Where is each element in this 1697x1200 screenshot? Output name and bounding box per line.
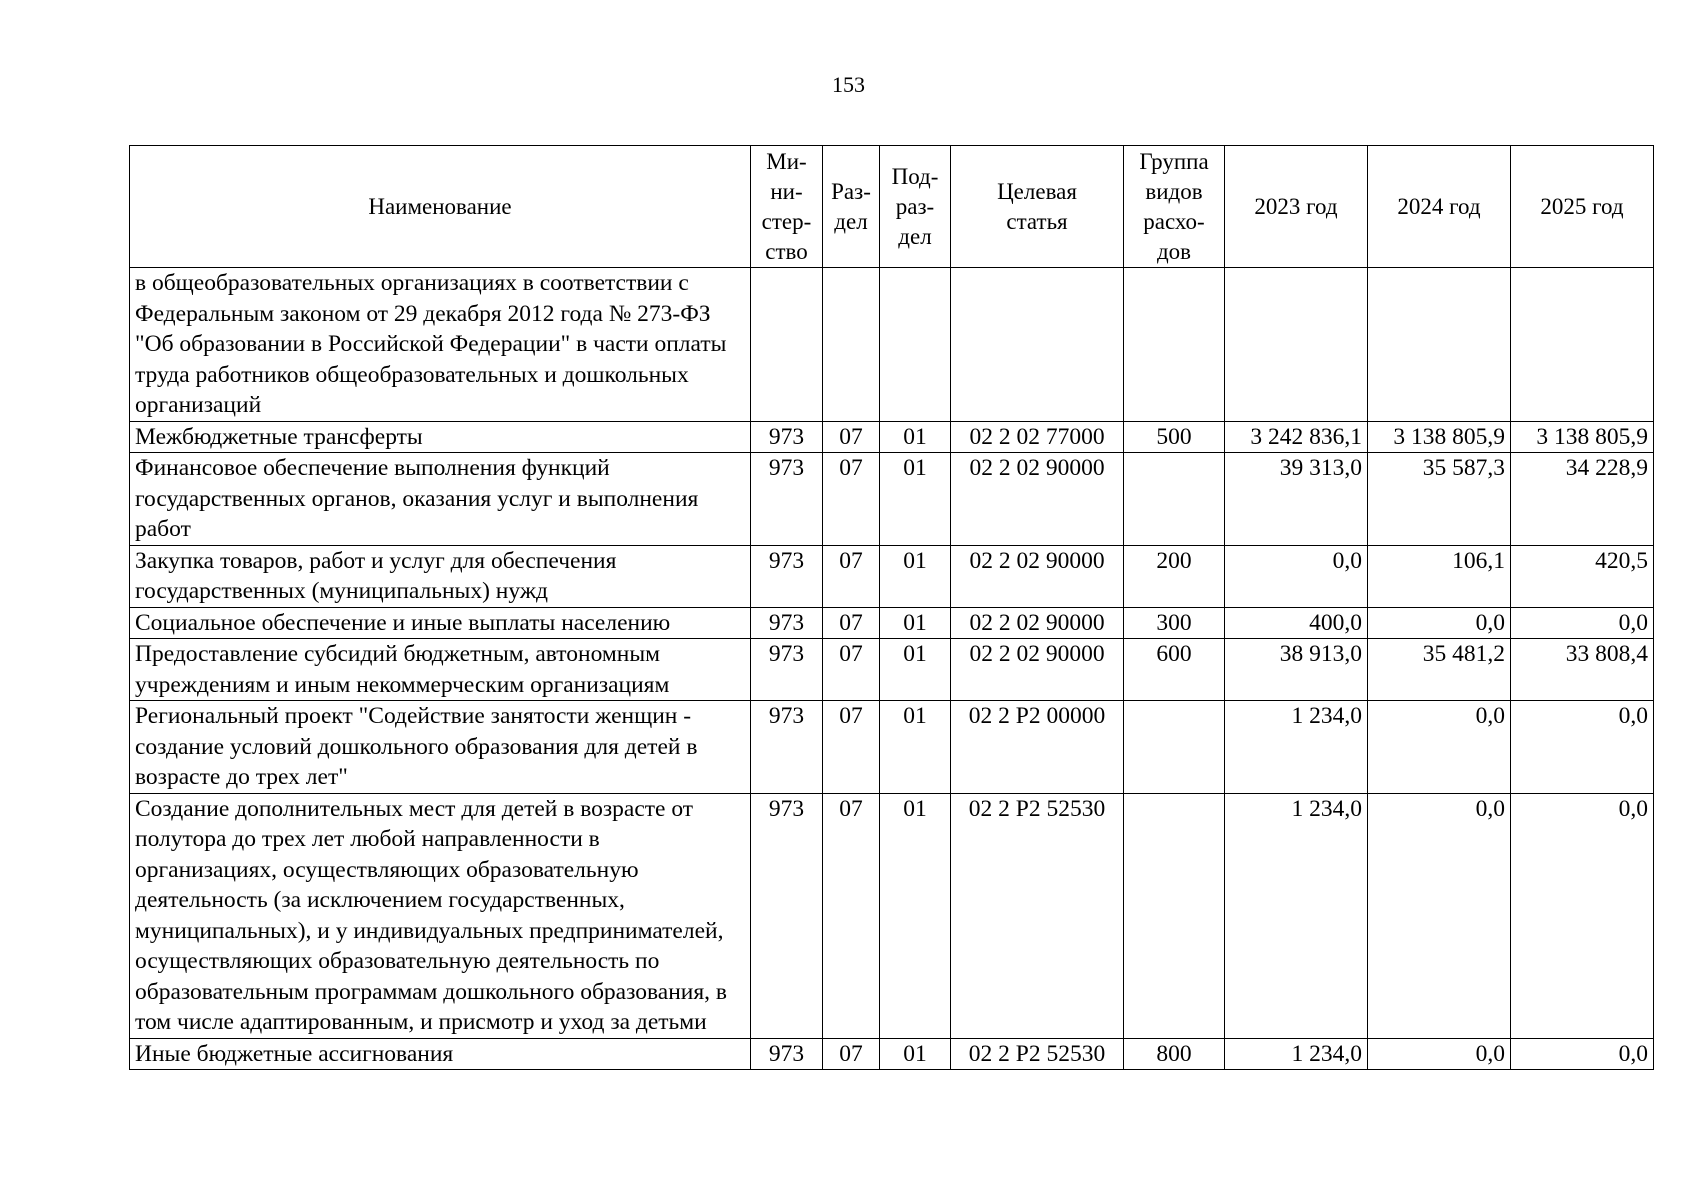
row-2024: 106,1 bbox=[1368, 545, 1511, 607]
row-ministry bbox=[751, 268, 823, 422]
row-subsection: 01 bbox=[880, 607, 951, 639]
row-target: 02 2 02 90000 bbox=[951, 639, 1124, 701]
row-subsection bbox=[880, 268, 951, 422]
header-name: Наименование bbox=[130, 146, 751, 268]
row-2025: 34 228,9 bbox=[1511, 453, 1654, 546]
row-2024: 3 138 805,9 bbox=[1368, 421, 1511, 453]
row-group bbox=[1124, 453, 1225, 546]
table-row bbox=[130, 793, 1654, 1038]
table-row bbox=[130, 607, 1654, 639]
row-target: 02 2 P2 00000 bbox=[951, 701, 1124, 794]
row-section: 07 bbox=[823, 701, 880, 794]
row-name: Предоставление субсидий бюджетным, автономным учреждениям и иным некоммерческим организациям bbox=[130, 639, 751, 701]
table-row bbox=[130, 453, 1654, 546]
header-2024: 2024 год bbox=[1368, 146, 1511, 268]
row-group bbox=[1124, 268, 1225, 422]
row-target: 02 2 P2 52530 bbox=[951, 1038, 1124, 1070]
row-2025: 0,0 bbox=[1511, 701, 1654, 794]
table-row bbox=[130, 701, 1654, 794]
row-2023: 3 242 836,1 bbox=[1225, 421, 1368, 453]
header-section: Раз- дел bbox=[823, 146, 880, 268]
row-name: Межбюджетные трансферты bbox=[130, 421, 751, 453]
budget-table bbox=[129, 145, 1654, 1070]
row-target: 02 2 02 90000 bbox=[951, 545, 1124, 607]
row-2024: 0,0 bbox=[1368, 701, 1511, 794]
row-2025: 420,5 bbox=[1511, 545, 1654, 607]
row-2025: 0,0 bbox=[1511, 793, 1654, 1038]
row-2024: 35 481,2 bbox=[1368, 639, 1511, 701]
header-expense-group: Группа видов расхо- дов bbox=[1124, 146, 1225, 268]
row-section: 07 bbox=[823, 421, 880, 453]
row-subsection: 01 bbox=[880, 1038, 951, 1070]
row-2025: 0,0 bbox=[1511, 1038, 1654, 1070]
row-subsection: 01 bbox=[880, 793, 951, 1038]
row-2023: 1 234,0 bbox=[1225, 1038, 1368, 1070]
row-group: 300 bbox=[1124, 607, 1225, 639]
row-name: Региональный проект "Содействие занятости женщин - создание условий дошкольного образования для детей в возрасте до трех лет" bbox=[130, 701, 751, 794]
row-2023 bbox=[1225, 268, 1368, 422]
row-target bbox=[951, 268, 1124, 422]
row-2024: 35 587,3 bbox=[1368, 453, 1511, 546]
table-row bbox=[130, 1038, 1654, 1070]
table-row bbox=[130, 421, 1654, 453]
row-2024: 0,0 bbox=[1368, 1038, 1511, 1070]
row-2025: 33 808,4 bbox=[1511, 639, 1654, 701]
row-ministry: 973 bbox=[751, 453, 823, 546]
row-target: 02 2 02 77000 bbox=[951, 421, 1124, 453]
row-group bbox=[1124, 793, 1225, 1038]
table-row bbox=[130, 639, 1654, 701]
table-row bbox=[130, 268, 1654, 422]
row-2023: 0,0 bbox=[1225, 545, 1368, 607]
row-ministry: 973 bbox=[751, 639, 823, 701]
row-ministry: 973 bbox=[751, 1038, 823, 1070]
row-ministry: 973 bbox=[751, 421, 823, 453]
header-2023: 2023 год bbox=[1225, 146, 1368, 268]
table-header-row bbox=[130, 146, 1654, 268]
row-group: 800 bbox=[1124, 1038, 1225, 1070]
row-ministry: 973 bbox=[751, 793, 823, 1038]
row-target: 02 2 P2 52530 bbox=[951, 793, 1124, 1038]
row-section: 07 bbox=[823, 793, 880, 1038]
row-2023: 1 234,0 bbox=[1225, 793, 1368, 1038]
row-2024: 0,0 bbox=[1368, 607, 1511, 639]
row-subsection: 01 bbox=[880, 701, 951, 794]
row-name: в общеобразовательных организациях в соответствии с Федеральным законом от 29 декабря 2012 года № 273-ФЗ "Об образовании в Российской Федерации" в части оплаты труда работников общеобразовательных и дошкольных организаций bbox=[130, 268, 751, 422]
row-2024: 0,0 bbox=[1368, 793, 1511, 1038]
row-2023: 39 313,0 bbox=[1225, 453, 1368, 546]
header-target: Целевая статья bbox=[951, 146, 1124, 268]
row-section: 07 bbox=[823, 607, 880, 639]
row-section bbox=[823, 268, 880, 422]
row-group bbox=[1124, 701, 1225, 794]
row-section: 07 bbox=[823, 453, 880, 546]
row-section: 07 bbox=[823, 1038, 880, 1070]
row-group: 600 bbox=[1124, 639, 1225, 701]
row-2023: 400,0 bbox=[1225, 607, 1368, 639]
row-group: 500 bbox=[1124, 421, 1225, 453]
header-2025: 2025 год bbox=[1511, 146, 1654, 268]
header-ministry: Ми- ни- стер- ство bbox=[751, 146, 823, 268]
row-ministry: 973 bbox=[751, 701, 823, 794]
row-2024 bbox=[1368, 268, 1511, 422]
row-subsection: 01 bbox=[880, 545, 951, 607]
row-name: Финансовое обеспечение выполнения функций государственных органов, оказания услуг и выполнения работ bbox=[130, 453, 751, 546]
row-ministry: 973 bbox=[751, 545, 823, 607]
row-name: Закупка товаров, работ и услуг для обеспечения государственных (муниципальных) нужд bbox=[130, 545, 751, 607]
row-group: 200 bbox=[1124, 545, 1225, 607]
row-section: 07 bbox=[823, 545, 880, 607]
row-ministry: 973 bbox=[751, 607, 823, 639]
row-2025 bbox=[1511, 268, 1654, 422]
header-subsection: Под- раз- дел bbox=[880, 146, 951, 268]
row-target: 02 2 02 90000 bbox=[951, 607, 1124, 639]
row-name: Социальное обеспечение и иные выплаты населению bbox=[130, 607, 751, 639]
row-2023: 1 234,0 bbox=[1225, 701, 1368, 794]
row-name: Иные бюджетные ассигнования bbox=[130, 1038, 751, 1070]
row-subsection: 01 bbox=[880, 639, 951, 701]
row-name: Создание дополнительных мест для детей в возрасте от полутора до трех лет любой направленности в организациях, осуществляющих образовательную деятельность (за исключением государственных, муниципальных), и у индивидуальных предпринимателей, осуществляющих образовательную деятельность по образовательным программам дошкольного образования, в том числе адаптированным, и присмотр и уход за детьми bbox=[130, 793, 751, 1038]
row-section: 07 bbox=[823, 639, 880, 701]
row-target: 02 2 02 90000 bbox=[951, 453, 1124, 546]
row-subsection: 01 bbox=[880, 421, 951, 453]
page-number: 153 bbox=[832, 72, 865, 97]
table-row bbox=[130, 545, 1654, 607]
row-2025: 3 138 805,9 bbox=[1511, 421, 1654, 453]
row-subsection: 01 bbox=[880, 453, 951, 546]
row-2025: 0,0 bbox=[1511, 607, 1654, 639]
row-2023: 38 913,0 bbox=[1225, 639, 1368, 701]
